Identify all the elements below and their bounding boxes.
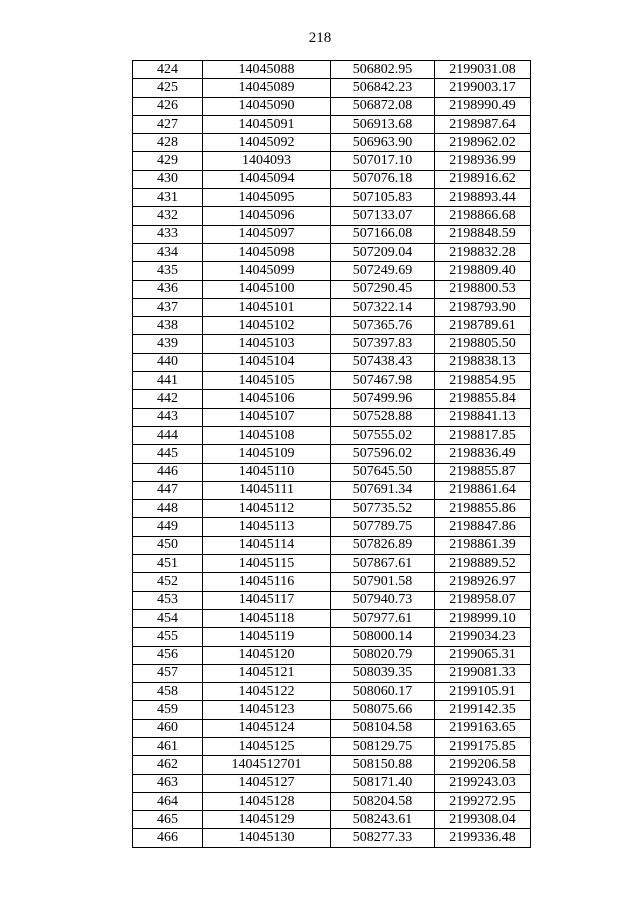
y-coordinate-cell: 2198848.59 xyxy=(435,225,531,243)
point-number-cell: 452 xyxy=(133,573,203,591)
point-id-cell: 14045089 xyxy=(203,79,331,97)
point-id-cell: 14045103 xyxy=(203,335,331,353)
y-coordinate-cell: 2198805.50 xyxy=(435,335,531,353)
point-id-cell: 14045130 xyxy=(203,829,331,847)
table-row xyxy=(133,536,531,554)
point-id-cell: 14045122 xyxy=(203,683,331,701)
point-number-cell: 437 xyxy=(133,298,203,316)
y-coordinate-cell: 2199175.85 xyxy=(435,737,531,755)
point-number-cell: 434 xyxy=(133,243,203,261)
point-id-cell: 14045094 xyxy=(203,170,331,188)
point-id-cell: 14045107 xyxy=(203,408,331,426)
y-coordinate-cell: 2198855.87 xyxy=(435,463,531,481)
point-number-cell: 431 xyxy=(133,189,203,207)
x-coordinate-cell: 507826.89 xyxy=(331,536,435,554)
point-number-cell: 443 xyxy=(133,408,203,426)
table-row xyxy=(133,79,531,97)
x-coordinate-cell: 508204.58 xyxy=(331,792,435,810)
x-coordinate-cell: 506872.08 xyxy=(331,97,435,115)
y-coordinate-cell: 2199031.08 xyxy=(435,61,531,79)
point-number-cell: 428 xyxy=(133,134,203,152)
table-row xyxy=(133,463,531,481)
point-id-cell: 14045101 xyxy=(203,298,331,316)
point-number-cell: 460 xyxy=(133,719,203,737)
table-row xyxy=(133,500,531,518)
table-row xyxy=(133,701,531,719)
point-id-cell: 14045098 xyxy=(203,243,331,261)
point-id-cell: 14045123 xyxy=(203,701,331,719)
y-coordinate-cell: 2199003.17 xyxy=(435,79,531,97)
point-id-cell: 14045091 xyxy=(203,115,331,133)
x-coordinate-cell: 507977.61 xyxy=(331,609,435,627)
x-coordinate-cell: 507528.88 xyxy=(331,408,435,426)
point-id-cell: 14045120 xyxy=(203,646,331,664)
point-number-cell: 432 xyxy=(133,207,203,225)
point-id-cell: 14045128 xyxy=(203,792,331,810)
x-coordinate-cell: 507735.52 xyxy=(331,500,435,518)
table-row xyxy=(133,481,531,499)
y-coordinate-cell: 2198847.86 xyxy=(435,518,531,536)
table-row xyxy=(133,609,531,627)
point-id-cell: 1404512701 xyxy=(203,756,331,774)
point-id-cell: 14045104 xyxy=(203,353,331,371)
y-coordinate-cell: 2198809.40 xyxy=(435,262,531,280)
point-number-cell: 459 xyxy=(133,701,203,719)
point-id-cell: 14045127 xyxy=(203,774,331,792)
y-coordinate-cell: 2198841.13 xyxy=(435,408,531,426)
point-number-cell: 458 xyxy=(133,683,203,701)
y-coordinate-cell: 2198936.99 xyxy=(435,152,531,170)
x-coordinate-cell: 506842.23 xyxy=(331,79,435,97)
table-row xyxy=(133,683,531,701)
point-number-cell: 449 xyxy=(133,518,203,536)
y-coordinate-cell: 2198987.64 xyxy=(435,115,531,133)
point-number-cell: 442 xyxy=(133,390,203,408)
y-coordinate-cell: 2198838.13 xyxy=(435,353,531,371)
y-coordinate-cell: 2198999.10 xyxy=(435,609,531,627)
point-id-cell: 14045108 xyxy=(203,426,331,444)
coordinates-table-body xyxy=(133,61,531,848)
page-number: 218 xyxy=(308,30,332,46)
point-number-cell: 424 xyxy=(133,61,203,79)
x-coordinate-cell: 508104.58 xyxy=(331,719,435,737)
x-coordinate-cell: 506963.90 xyxy=(331,134,435,152)
coordinates-table xyxy=(132,60,531,848)
table-row xyxy=(133,664,531,682)
point-id-cell: 14045088 xyxy=(203,61,331,79)
y-coordinate-cell: 2199081.33 xyxy=(435,664,531,682)
point-id-cell: 14045119 xyxy=(203,628,331,646)
point-number-cell: 435 xyxy=(133,262,203,280)
y-coordinate-cell: 2198958.07 xyxy=(435,591,531,609)
table-row xyxy=(133,719,531,737)
table-row xyxy=(133,115,531,133)
point-number-cell: 427 xyxy=(133,115,203,133)
y-coordinate-cell: 2198926.97 xyxy=(435,573,531,591)
point-id-cell: 14045105 xyxy=(203,372,331,390)
y-coordinate-cell: 2198893.44 xyxy=(435,189,531,207)
y-coordinate-cell: 2198855.84 xyxy=(435,390,531,408)
x-coordinate-cell: 508171.40 xyxy=(331,774,435,792)
table-row xyxy=(133,152,531,170)
x-coordinate-cell: 507105.83 xyxy=(331,189,435,207)
point-id-cell: 14045125 xyxy=(203,737,331,755)
y-coordinate-cell: 2198866.68 xyxy=(435,207,531,225)
point-id-cell: 14045121 xyxy=(203,664,331,682)
table-row xyxy=(133,262,531,280)
point-number-cell: 466 xyxy=(133,829,203,847)
point-id-cell: 14045112 xyxy=(203,500,331,518)
point-number-cell: 456 xyxy=(133,646,203,664)
x-coordinate-cell: 508150.88 xyxy=(331,756,435,774)
x-coordinate-cell: 507290.45 xyxy=(331,280,435,298)
point-number-cell: 444 xyxy=(133,426,203,444)
table-row xyxy=(133,591,531,609)
point-id-cell: 14045099 xyxy=(203,262,331,280)
table-row xyxy=(133,97,531,115)
y-coordinate-cell: 2198789.61 xyxy=(435,317,531,335)
table-row xyxy=(133,792,531,810)
y-coordinate-cell: 2198817.85 xyxy=(435,426,531,444)
y-coordinate-cell: 2199105.91 xyxy=(435,683,531,701)
x-coordinate-cell: 507499.96 xyxy=(331,390,435,408)
y-coordinate-cell: 2198855.86 xyxy=(435,500,531,518)
point-number-cell: 438 xyxy=(133,317,203,335)
point-number-cell: 436 xyxy=(133,280,203,298)
x-coordinate-cell: 508020.79 xyxy=(331,646,435,664)
point-id-cell: 14045100 xyxy=(203,280,331,298)
x-coordinate-cell: 507940.73 xyxy=(331,591,435,609)
y-coordinate-cell: 2199243.03 xyxy=(435,774,531,792)
x-coordinate-cell: 507467.98 xyxy=(331,372,435,390)
point-id-cell: 1404093 xyxy=(203,152,331,170)
x-coordinate-cell: 507901.58 xyxy=(331,573,435,591)
point-number-cell: 426 xyxy=(133,97,203,115)
x-coordinate-cell: 508075.66 xyxy=(331,701,435,719)
point-number-cell: 451 xyxy=(133,555,203,573)
point-id-cell: 14045095 xyxy=(203,189,331,207)
table-row xyxy=(133,518,531,536)
y-coordinate-cell: 2198793.90 xyxy=(435,298,531,316)
table-row xyxy=(133,61,531,79)
point-number-cell: 463 xyxy=(133,774,203,792)
table-row xyxy=(133,335,531,353)
point-number-cell: 448 xyxy=(133,500,203,518)
table-row xyxy=(133,134,531,152)
point-id-cell: 14045092 xyxy=(203,134,331,152)
x-coordinate-cell: 507555.02 xyxy=(331,426,435,444)
x-coordinate-cell: 508039.35 xyxy=(331,664,435,682)
table-row xyxy=(133,829,531,847)
x-coordinate-cell: 507691.34 xyxy=(331,481,435,499)
table-row xyxy=(133,390,531,408)
point-number-cell: 462 xyxy=(133,756,203,774)
table-row xyxy=(133,445,531,463)
point-number-cell: 439 xyxy=(133,335,203,353)
table-row xyxy=(133,280,531,298)
y-coordinate-cell: 2198800.53 xyxy=(435,280,531,298)
point-id-cell: 14045102 xyxy=(203,317,331,335)
point-id-cell: 14045106 xyxy=(203,390,331,408)
table-row xyxy=(133,317,531,335)
x-coordinate-cell: 507249.69 xyxy=(331,262,435,280)
x-coordinate-cell: 507789.75 xyxy=(331,518,435,536)
point-id-cell: 14045110 xyxy=(203,463,331,481)
table-row xyxy=(133,646,531,664)
table-row xyxy=(133,811,531,829)
point-id-cell: 14045117 xyxy=(203,591,331,609)
y-coordinate-cell: 2198854.95 xyxy=(435,372,531,390)
y-coordinate-cell: 2198889.52 xyxy=(435,555,531,573)
table-row xyxy=(133,225,531,243)
y-coordinate-cell: 2198861.64 xyxy=(435,481,531,499)
x-coordinate-cell: 507076.18 xyxy=(331,170,435,188)
y-coordinate-cell: 2199336.48 xyxy=(435,829,531,847)
point-id-cell: 14045114 xyxy=(203,536,331,554)
y-coordinate-cell: 2198832.28 xyxy=(435,243,531,261)
x-coordinate-cell: 507365.76 xyxy=(331,317,435,335)
x-coordinate-cell: 507133.07 xyxy=(331,207,435,225)
x-coordinate-cell: 506802.95 xyxy=(331,61,435,79)
x-coordinate-cell: 507867.61 xyxy=(331,555,435,573)
point-id-cell: 14045096 xyxy=(203,207,331,225)
table-row xyxy=(133,408,531,426)
point-number-cell: 433 xyxy=(133,225,203,243)
point-number-cell: 464 xyxy=(133,792,203,810)
point-id-cell: 14045124 xyxy=(203,719,331,737)
table-row xyxy=(133,555,531,573)
point-id-cell: 14045090 xyxy=(203,97,331,115)
table-row xyxy=(133,573,531,591)
x-coordinate-cell: 507166.08 xyxy=(331,225,435,243)
x-coordinate-cell: 507397.83 xyxy=(331,335,435,353)
y-coordinate-cell: 2198916.62 xyxy=(435,170,531,188)
y-coordinate-cell: 2198836.49 xyxy=(435,445,531,463)
point-number-cell: 447 xyxy=(133,481,203,499)
point-number-cell: 455 xyxy=(133,628,203,646)
table-row xyxy=(133,737,531,755)
x-coordinate-cell: 507017.10 xyxy=(331,152,435,170)
point-id-cell: 14045118 xyxy=(203,609,331,627)
point-id-cell: 14045109 xyxy=(203,445,331,463)
point-number-cell: 454 xyxy=(133,609,203,627)
x-coordinate-cell: 508060.17 xyxy=(331,683,435,701)
y-coordinate-cell: 2199065.31 xyxy=(435,646,531,664)
point-number-cell: 445 xyxy=(133,445,203,463)
point-number-cell: 465 xyxy=(133,811,203,829)
point-number-cell: 429 xyxy=(133,152,203,170)
y-coordinate-cell: 2198861.39 xyxy=(435,536,531,554)
table-row xyxy=(133,426,531,444)
point-id-cell: 14045111 xyxy=(203,481,331,499)
x-coordinate-cell: 508000.14 xyxy=(331,628,435,646)
point-number-cell: 441 xyxy=(133,372,203,390)
point-id-cell: 14045115 xyxy=(203,555,331,573)
point-id-cell: 14045113 xyxy=(203,518,331,536)
y-coordinate-cell: 2199308.04 xyxy=(435,811,531,829)
point-number-cell: 440 xyxy=(133,353,203,371)
y-coordinate-cell: 2199163.65 xyxy=(435,719,531,737)
table-row xyxy=(133,372,531,390)
table-row xyxy=(133,298,531,316)
point-number-cell: 446 xyxy=(133,463,203,481)
point-id-cell: 14045129 xyxy=(203,811,331,829)
point-number-cell: 425 xyxy=(133,79,203,97)
point-number-cell: 430 xyxy=(133,170,203,188)
y-coordinate-cell: 2199272.95 xyxy=(435,792,531,810)
point-number-cell: 450 xyxy=(133,536,203,554)
point-number-cell: 461 xyxy=(133,737,203,755)
table-row xyxy=(133,353,531,371)
x-coordinate-cell: 508129.75 xyxy=(331,737,435,755)
x-coordinate-cell: 507322.14 xyxy=(331,298,435,316)
table-row xyxy=(133,189,531,207)
table-row xyxy=(133,628,531,646)
y-coordinate-cell: 2198962.02 xyxy=(435,134,531,152)
point-number-cell: 453 xyxy=(133,591,203,609)
point-number-cell: 457 xyxy=(133,664,203,682)
y-coordinate-cell: 2199142.35 xyxy=(435,701,531,719)
x-coordinate-cell: 507438.43 xyxy=(331,353,435,371)
x-coordinate-cell: 507645.50 xyxy=(331,463,435,481)
x-coordinate-cell: 506913.68 xyxy=(331,115,435,133)
table-row xyxy=(133,207,531,225)
table-row xyxy=(133,774,531,792)
x-coordinate-cell: 508277.33 xyxy=(331,829,435,847)
table-row xyxy=(133,243,531,261)
table-row xyxy=(133,170,531,188)
y-coordinate-cell: 2198990.49 xyxy=(435,97,531,115)
x-coordinate-cell: 508243.61 xyxy=(331,811,435,829)
y-coordinate-cell: 2199034.23 xyxy=(435,628,531,646)
x-coordinate-cell: 507209.04 xyxy=(331,243,435,261)
x-coordinate-cell: 507596.02 xyxy=(331,445,435,463)
y-coordinate-cell: 2199206.58 xyxy=(435,756,531,774)
table-row xyxy=(133,756,531,774)
point-id-cell: 14045116 xyxy=(203,573,331,591)
point-id-cell: 14045097 xyxy=(203,225,331,243)
